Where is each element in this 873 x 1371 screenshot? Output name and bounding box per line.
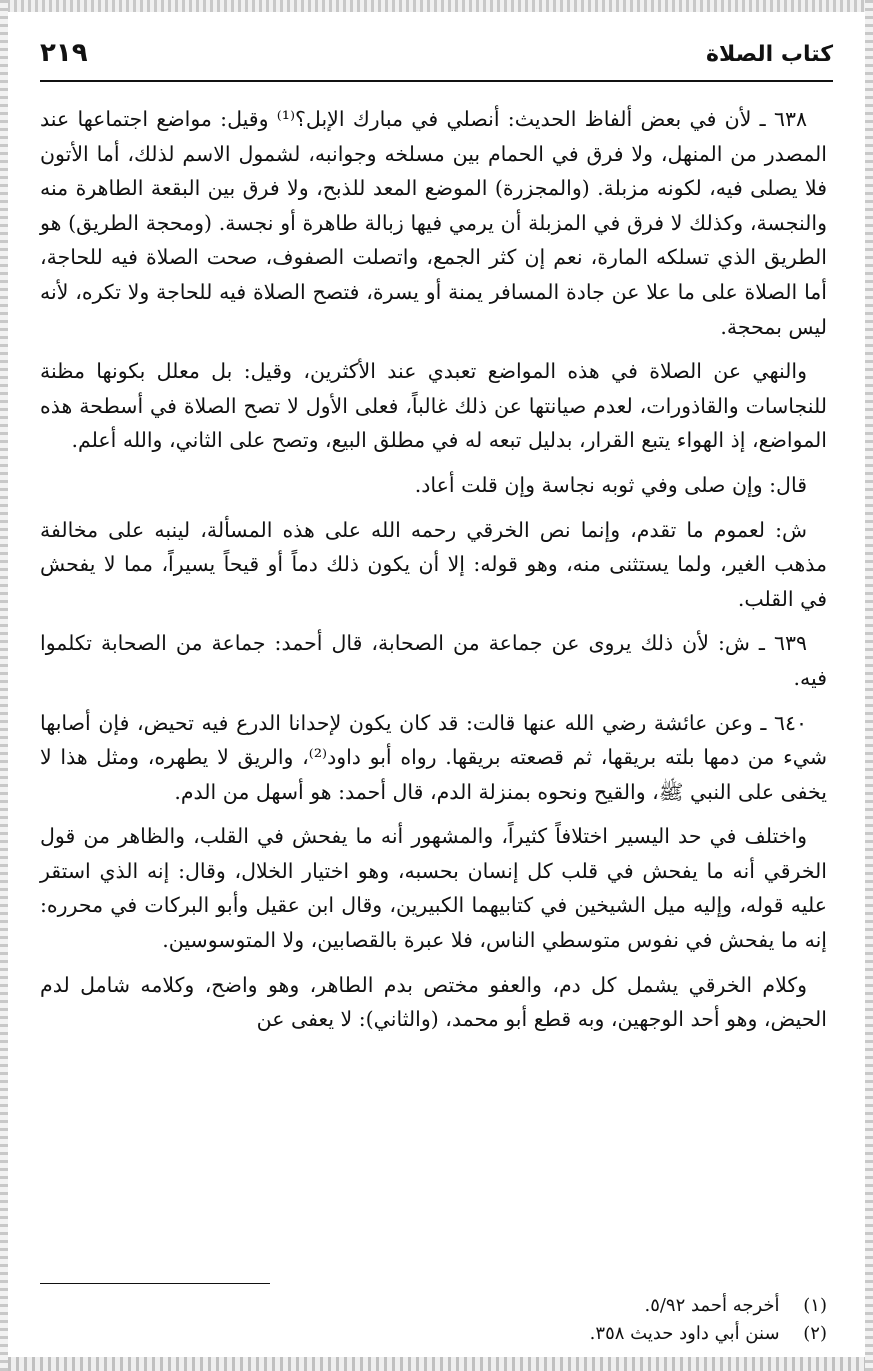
footnote-number: (١) [803,1295,827,1316]
page-header [40,36,833,82]
footnote-divider [40,1283,270,1284]
paragraph: ٦٤٠ ـ وعن عائشة رضي الله عنها قالت: قد كان يكون لإحدانا الدرع فيه تحيض، فإن أصابها شيء من دمها بلته بريقها، ثم قصعته بريقها. رواه أبو داود⁽²⁾، والريق لا يطهره، ومثل هذا لا يخفى على النبي ﷺ، والقيح ونحوه بمنزلة الدم، قال أحمد: هو أسهل من الدم. [40,710,827,804]
paragraph: ٦٣٨ ـ لأن في بعض ألفاظ الحديث: أنصلي في مبارك الإبل؟⁽¹⁾ وقيل: مواضع اجتماعها عند المصدر من المنهل، ولا فرق في الحمام بين مسلخه وجوانبه، لشمول الاسم لذلك، أما الأتون فلا يصلى فيه، لكونه مزبلة. (والمجزرة) الموضع المعد للذبح، ولا فرق بين البقعة الطاهرة منه والنجسة، وكذلك لا فرق في المزبلة أن يرمي فيها زبالة طاهرة أو نجسة. (ومحجة الطريق) هو الطريق الذي تسلكه المارة، نعم إن كثر الجمع، واتصلت الصفوف، صحت الصلاة فيه للحاجة، أما الصلاة على ما علا عن جادة المسافر يمنة أو يسرة، فتصح الصلاة فيه للحاجة ولا تكره، لأنه ليس بمحجة. [40,107,827,339]
footnote-item [40,1320,827,1348]
page-border-top [0,0,873,12]
footnote-text: سنن أبي داود حديث ٣٥٨. [589,1323,780,1344]
paragraph: وكلام الخرقي يشمل كل دم، والعفو مختص بدم الطاهر، وهو واضح، وكلامه شامل لدم الحيض، وهو أحد الوجهين، وبه قطع أبو محمد، (والثاني): لا يعفى عن [40,972,827,1032]
main-text [40,102,827,1047]
page-border-left [0,0,8,1371]
paragraph: والنهي عن الصلاة في هذه المواضع تعبدي عند الأكثرين، وقيل: بل معلل بكونها مظنة للنجاسات والقاذورات، لعدم صيانتها عن ذلك غالباً، فعلى الأول لا تصح الصلاة في أسطحة هذه المواضع، إذ الهواء يتبع القرار، بدليل تبعه له في مطلق البيع، وتصح على الثاني، والله أعلم. [40,359,827,453]
page-border-right [865,0,873,1371]
book-title: كتاب الصلاة [706,42,833,67]
footnote-number: (٢) [803,1323,827,1344]
paragraph: واختلف في حد اليسير اختلافاً كثيراً، والمشهور أنه ما يفحش في القلب، والظاهر من قول الخرقي أنه ما يفحش في قلب كل إنسان بحسبه، وهو اختيار الخلال، وقال: إنه الذي استقر عليه قوله، وإليه ميل الشيخين في كتابيهما الكبيرين، وقال ابن عقيل وأبو البركات في محرره: إنه ما يفحش في نفوس متوسطي الناس، فلا عبرة بالقصابين، ولا المتوسوسين. [40,824,827,953]
paragraph: قال: وإن صلى وفي ثوبه نجاسة وإن قلت أعاد. [414,472,807,497]
page-number: ٢١٩ [40,38,88,68]
footnote-text: أخرجه أحمد ٥/٩٢. [644,1295,780,1316]
footnotes [40,1292,827,1348]
footnote-item [40,1292,827,1320]
paragraph: ٦٣٩ ـ ش: لأن ذلك يروى عن جماعة من الصحابة، قال أحمد: جماعة من الصحابة تكلموا فيه. [40,631,827,690]
page-border-bottom [0,1357,873,1371]
paragraph: ش: لعموم ما تقدم، وإنما نص الخرقي رحمه الله على هذه المسألة، لينبه على مخالفة مذهب الغير، ولما يستثنى منه، وهو قوله: إلا أن يكون ذلك دماً أو قيحاً يسيراً، مما لا يفحش في القلب. [40,517,827,611]
